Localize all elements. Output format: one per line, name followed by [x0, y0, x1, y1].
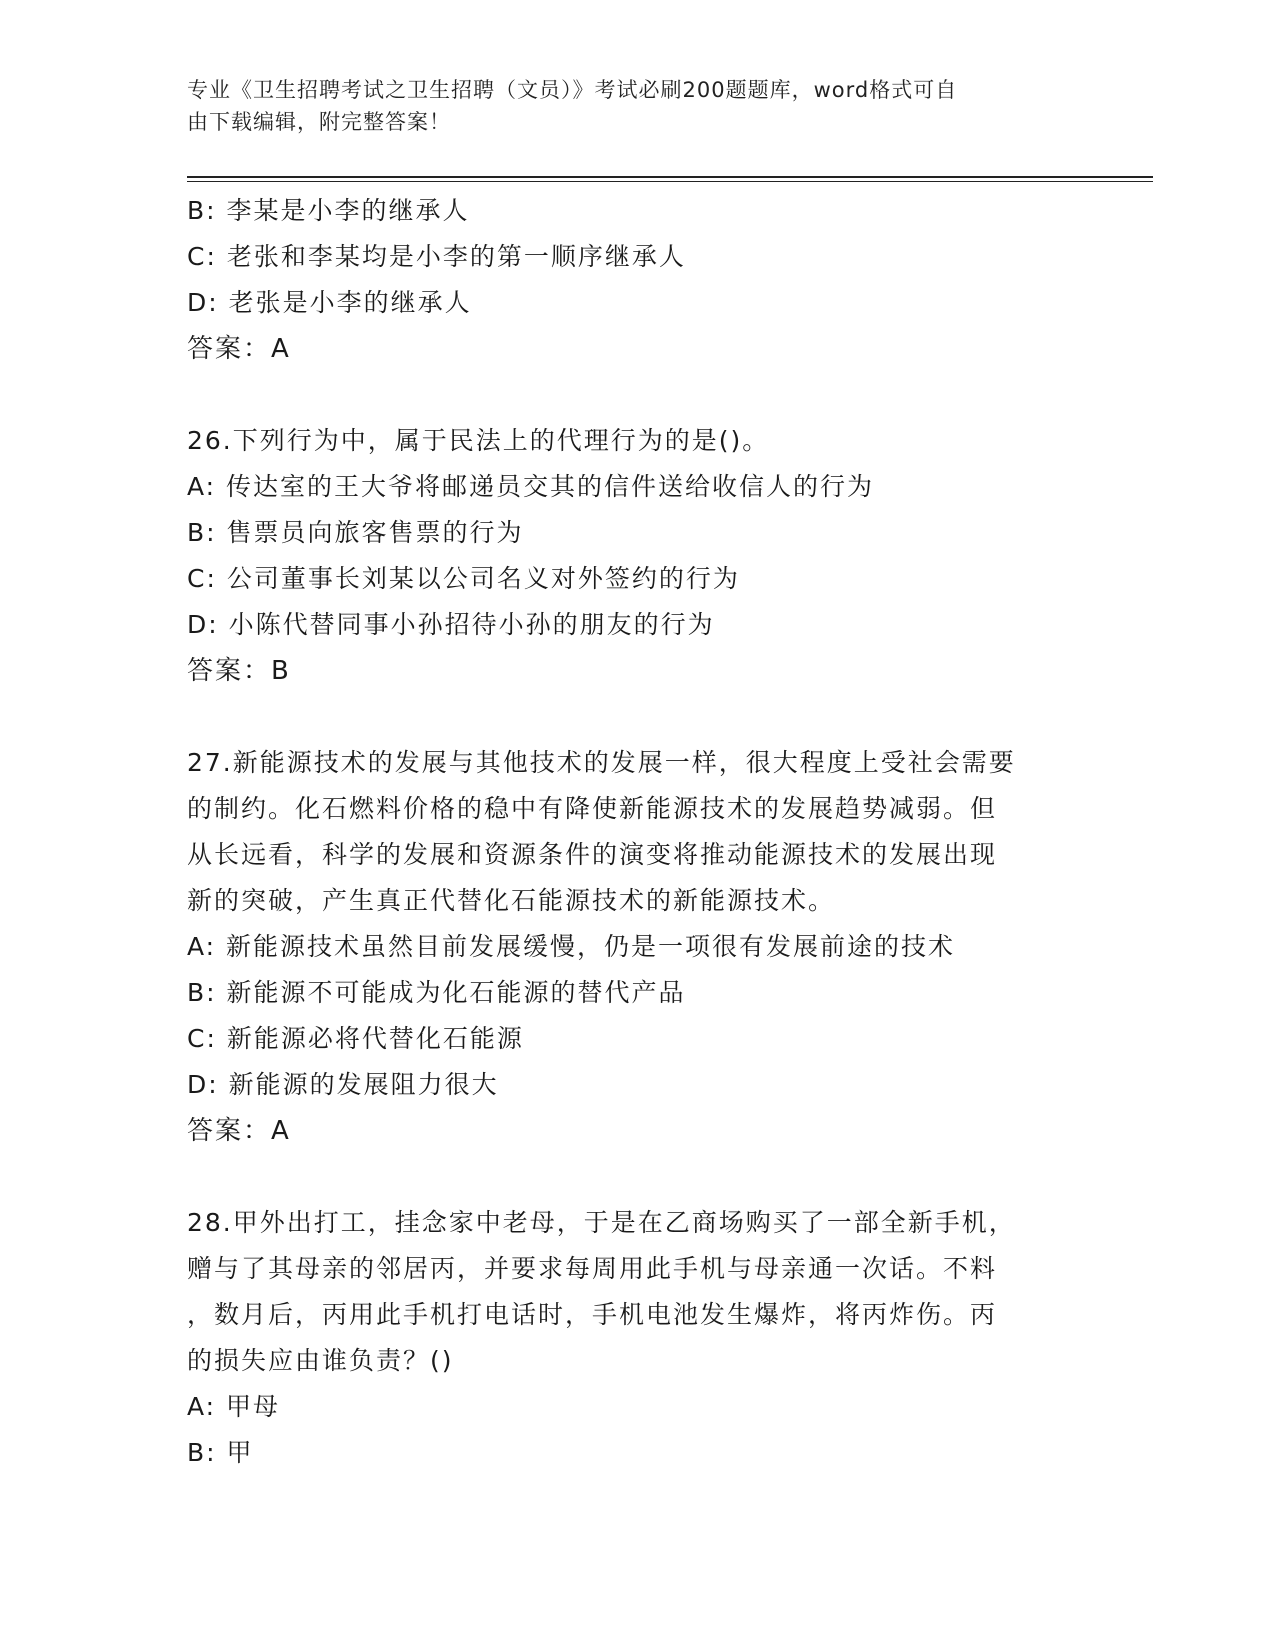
question-stem-line: 赠与了其母亲的邻居丙，并要求每周用此手机与母亲通一次话。不料: [187, 1254, 998, 1283]
option-a: A: 新能源技术虽然目前发展缓慢，仍是一项很有发展前途的技术: [187, 932, 956, 961]
question-27: [187, 740, 1087, 1154]
question-25: [187, 188, 1087, 372]
option-d: D: 老张是小李的继承人: [187, 288, 472, 317]
header-line-2: 由下载编辑，附完整答案！: [187, 110, 451, 134]
option-b: B: 新能源不可能成为化石能源的替代产品: [187, 978, 686, 1007]
question-stem-line: 的制约。化石燃料价格的稳中有降使新能源技术的发展趋势减弱。但: [187, 794, 998, 823]
answer: 答案：B: [187, 656, 291, 686]
option-d: D: 新能源的发展阻力很大: [187, 1070, 499, 1099]
header-rule-thin: [187, 181, 1153, 182]
header-rule-thick: [187, 176, 1153, 178]
question-stem: 26.下列行为中，属于民法上的代理行为的是()。: [187, 426, 770, 455]
option-b: B: 售票员向旅客售票的行为: [187, 518, 524, 547]
question-content: [187, 188, 1087, 1476]
question-stem-line: 的损失应由谁负责？(): [187, 1346, 454, 1375]
answer: 答案：A: [187, 334, 291, 364]
option-a: A: 传达室的王大爷将邮递员交其的信件送给收信人的行为: [187, 472, 875, 501]
option-c: C: 老张和李某均是小李的第一顺序继承人: [187, 242, 686, 271]
question-stem-line: ，数月后，丙用此手机打电话时，手机电池发生爆炸，将丙炸伤。丙: [187, 1300, 998, 1329]
question-stem-line: 从长远看，科学的发展和资源条件的演变将推动能源技术的发展出现: [187, 840, 998, 869]
option-c: C: 公司董事长刘某以公司名义对外签约的行为: [187, 564, 740, 593]
answer: 答案：A: [187, 1116, 291, 1146]
question-stem-line: 新的突破，产生真正代替化石能源技术的新能源技术。: [187, 886, 836, 915]
page-header: [187, 74, 1087, 138]
question-stem-line: 28.甲外出打工，挂念家中老母，于是在乙商场购买了一部全新手机，: [187, 1208, 1016, 1237]
question-stem-line: 27.新能源技术的发展与其他技术的发展一样，很大程度上受社会需要: [187, 748, 1016, 777]
option-b: B: 甲: [187, 1438, 254, 1467]
option-a: A: 甲母: [187, 1392, 281, 1421]
option-b: B: 李某是小李的继承人: [187, 196, 470, 225]
option-c: C: 新能源必将代替化石能源: [187, 1024, 524, 1053]
question-26: [187, 418, 1087, 694]
header-line-1: 专业《卫生招聘考试之卫生招聘（文员）》考试必刷200题题库，word格式可自: [187, 78, 958, 102]
option-d: D: 小陈代替同事小孙招待小孙的朋友的行为: [187, 610, 715, 639]
question-28: [187, 1200, 1087, 1476]
